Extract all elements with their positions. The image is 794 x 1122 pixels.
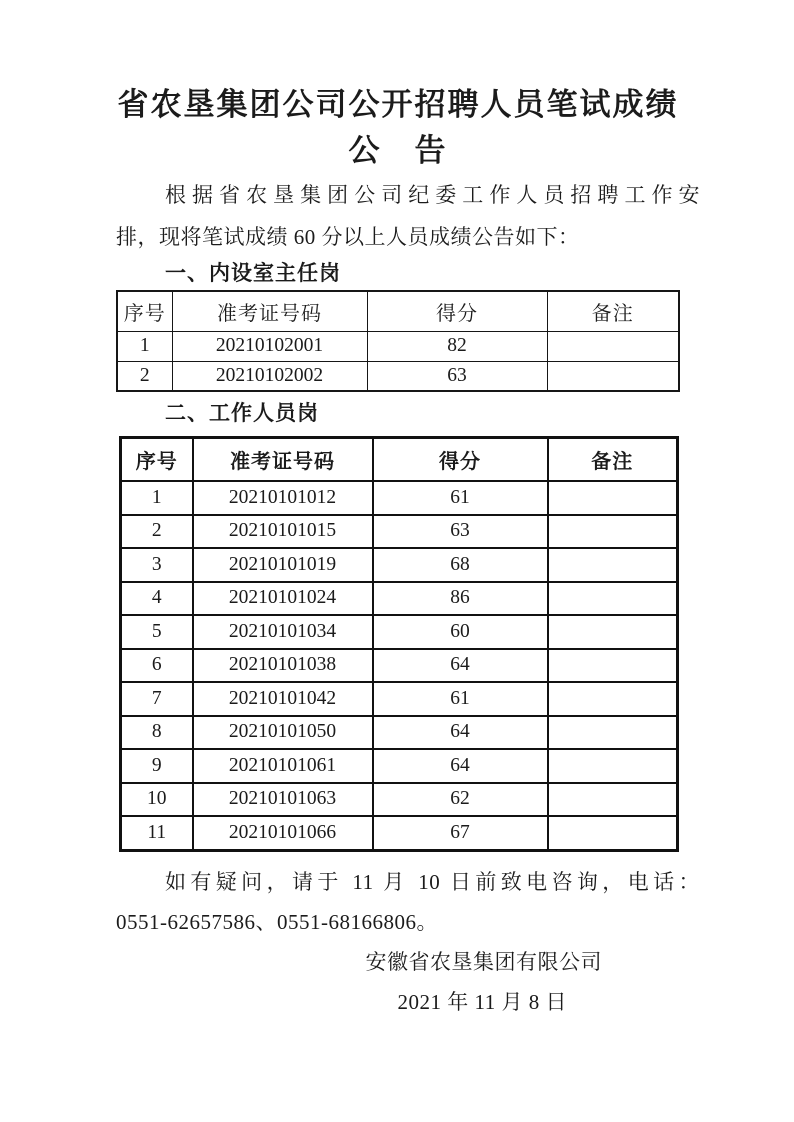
- table-cell: [548, 716, 678, 750]
- table-row: [121, 481, 678, 515]
- table-cell: 1: [117, 332, 172, 362]
- table-row: [121, 716, 678, 750]
- table-cell: 60: [373, 615, 548, 649]
- title-line-2: 公 告: [348, 133, 448, 168]
- section-heading-2: 二、工作人员岗: [165, 402, 319, 425]
- table-cell: 20210101063: [193, 783, 373, 817]
- table-cell: 20210102001: [172, 332, 367, 362]
- table-cell: [548, 816, 678, 850]
- table-cell: 68: [373, 548, 548, 582]
- table-cell: 64: [373, 749, 548, 783]
- table-header-row: [117, 291, 679, 332]
- column-header-index: 序号: [121, 438, 193, 482]
- table-cell: 2: [117, 361, 172, 391]
- closing-line-2: 0551-62657586、0551-68166806。: [116, 909, 438, 934]
- table-cell: [548, 582, 678, 616]
- table-cell: 6: [121, 649, 193, 683]
- table-row: [121, 438, 678, 482]
- intro-paragraph: [116, 174, 700, 258]
- table-cell: 2: [121, 515, 193, 549]
- table-cell: 20210101019: [193, 548, 373, 582]
- table-cell: [548, 783, 678, 817]
- table-cell: 10: [121, 783, 193, 817]
- table-body: [121, 481, 678, 850]
- column-header-score: 得分: [367, 291, 547, 332]
- table-cell: [548, 515, 678, 549]
- table-cell: 67: [373, 816, 548, 850]
- table-cell: 86: [373, 582, 548, 616]
- signature: 安徽省农垦集团有限公司: [365, 949, 602, 974]
- table-cell: [548, 682, 678, 716]
- column-header-remark: 备注: [547, 291, 679, 332]
- table-cell: 8: [121, 716, 193, 750]
- table-cell: 7: [121, 682, 193, 716]
- table-cell: [547, 361, 679, 391]
- table-cell: 20210101024: [193, 582, 373, 616]
- table-cell: 4: [121, 582, 193, 616]
- table-header-row: [121, 438, 678, 482]
- table-cell: 61: [373, 682, 548, 716]
- table-cell: [548, 749, 678, 783]
- intro-line-2: 排，现将笔试成绩 60 分以上人员成绩公告如下：: [116, 225, 580, 249]
- table-row: [121, 615, 678, 649]
- title-line-1: 省农垦集团公司公开招聘人员笔试成绩: [117, 87, 679, 122]
- table-cell: 20210101042: [193, 682, 373, 716]
- table-cell: 63: [367, 361, 547, 391]
- column-header-score: 得分: [373, 438, 548, 482]
- table-cell: [548, 649, 678, 683]
- closing-paragraph: [116, 862, 700, 942]
- table-cell: 64: [373, 716, 548, 750]
- table-cell: 20210101012: [193, 481, 373, 515]
- table-row: [121, 682, 678, 716]
- column-header-ticket: 准考证号码: [172, 291, 367, 332]
- column-header-ticket: 准考证号码: [193, 438, 373, 482]
- table-cell: 82: [367, 332, 547, 362]
- closing-line-1: 如有疑问，请于 11 月 10 日前致电咨询，电话：: [165, 869, 700, 894]
- table-cell: 61: [373, 481, 548, 515]
- table-cell: 20210101066: [193, 816, 373, 850]
- table-row: [117, 332, 679, 362]
- table-cell: 20210101034: [193, 615, 373, 649]
- table-cell: 62: [373, 783, 548, 817]
- score-table-director-post: [116, 290, 680, 392]
- table-cell: 1: [121, 481, 193, 515]
- table-row: [121, 783, 678, 817]
- table-row: [121, 548, 678, 582]
- document-date: 2021 年 11 月 8 日: [397, 989, 567, 1014]
- table-cell: [548, 481, 678, 515]
- intro-line-1: 根据省农垦集团公司纪委工作人员招聘工作安: [165, 183, 700, 207]
- table-row: [121, 816, 678, 850]
- table-cell: 64: [373, 649, 548, 683]
- table-cell: [548, 615, 678, 649]
- column-header-remark: 备注: [548, 438, 678, 482]
- table-cell: 3: [121, 548, 193, 582]
- table-row: [117, 291, 679, 332]
- table-body: [117, 332, 679, 392]
- table-cell: 5: [121, 615, 193, 649]
- table-cell: 63: [373, 515, 548, 549]
- table-cell: [548, 548, 678, 582]
- document-title: [116, 82, 700, 174]
- score-table-staff-post: [119, 436, 679, 852]
- table-row: [121, 749, 678, 783]
- table-cell: 20210101061: [193, 749, 373, 783]
- table-row: [121, 582, 678, 616]
- table-row: [117, 361, 679, 391]
- column-header-index: 序号: [117, 291, 172, 332]
- table-cell: 20210101038: [193, 649, 373, 683]
- table-cell: 20210101015: [193, 515, 373, 549]
- table-cell: [547, 332, 679, 362]
- table-cell: 11: [121, 816, 193, 850]
- table-cell: 20210102002: [172, 361, 367, 391]
- section-heading-1: 一、内设室主任岗: [165, 262, 341, 285]
- table-cell: 9: [121, 749, 193, 783]
- table-row: [121, 515, 678, 549]
- table-cell: 20210101050: [193, 716, 373, 750]
- table-row: [121, 649, 678, 683]
